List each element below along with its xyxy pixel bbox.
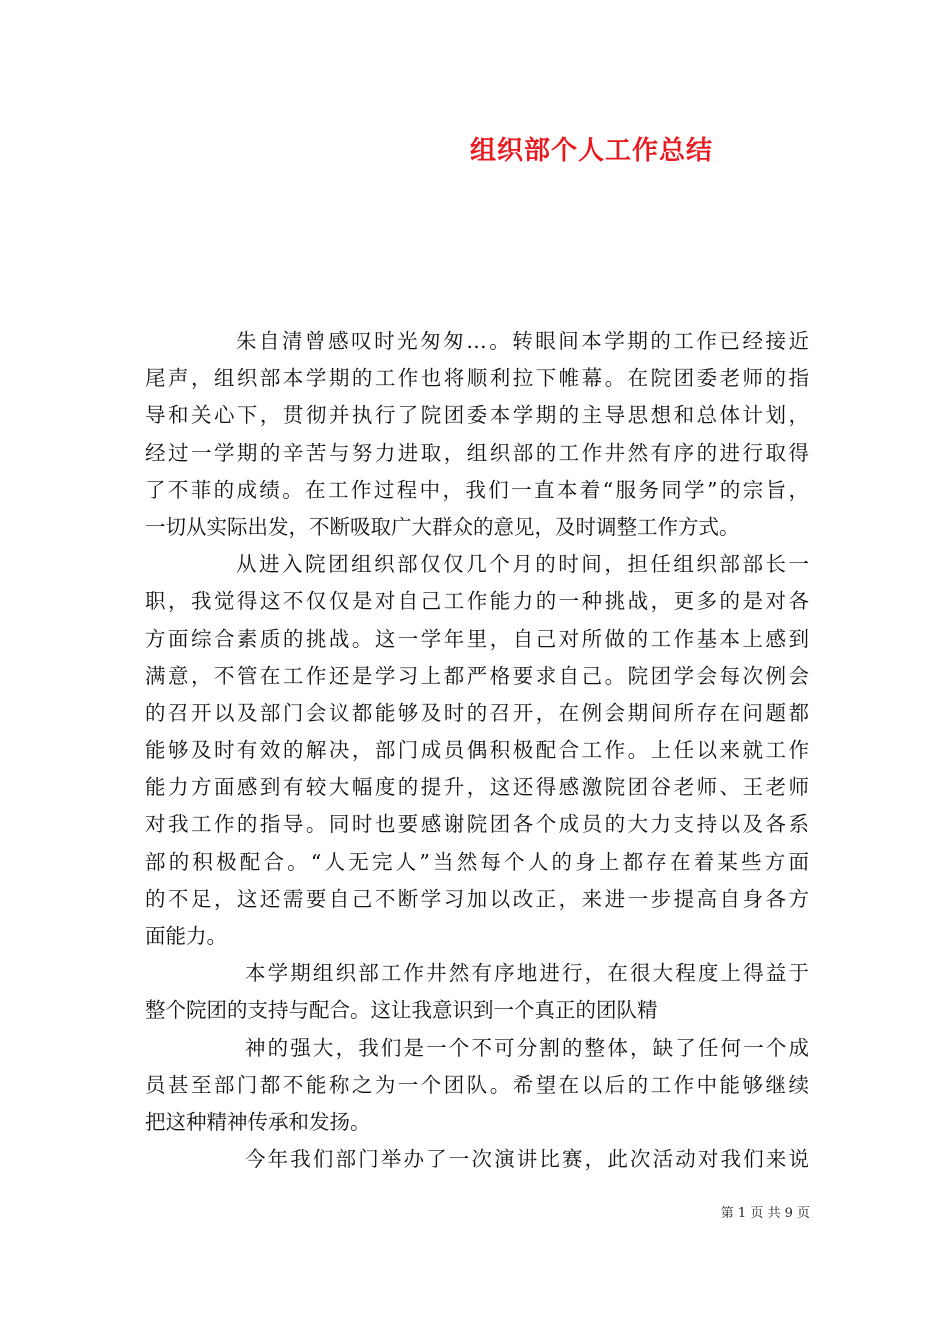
paragraph-3: [145, 955, 809, 1029]
paragraph-5: [145, 1141, 809, 1178]
paragraph-line: 从进入院团组织部仅仅几个月的时间，担任组织部部长一: [236, 552, 809, 577]
paragraph-line: 尾声，组织部本学期的工作也将顺利拉下帷幕。在院团委老师的指: [145, 366, 809, 391]
paragraph-line: 员甚至部门都不能称之为一个团队。希望在以后的工作中能够继续: [145, 1072, 809, 1097]
paragraph-line: 能够及时有效的解决，部门成员偶积极配合工作。上任以来就工作: [145, 738, 809, 763]
paragraph-1: [145, 323, 809, 546]
paragraph-line: 神的强大，我们是一个不可分割的整体，缺了任何一个成: [245, 1035, 809, 1060]
paragraph-line: 能力方面感到有较大幅度的提升，这还得感激院团谷老师、王老师: [145, 775, 809, 800]
document-body: [145, 323, 809, 1178]
page-number-footer: 第 1 页 共 9 页: [720, 1206, 810, 1221]
paragraph-line: 一切从实际出发，不断吸取广大群众的意见，及时调整工作方式。: [145, 514, 740, 539]
paragraph-line: 了不菲的成绩。在工作过程中，我们一直本着“服务同学”的宗旨，: [145, 477, 809, 502]
paragraph-line: 整个院团的支持与配合。这让我意识到一个真正的团队精: [145, 998, 658, 1023]
paragraph-2: [145, 546, 809, 955]
paragraph-line: 导和关心下，贯彻并执行了院团委本学期的主导思想和总体计划，: [145, 403, 809, 428]
paragraph-line: 的召开以及部门会议都能够及时的召开，在例会期间所存在问题都: [145, 700, 809, 725]
paragraph-line: 满意，不管在工作还是学习上都严格要求自己。院团学会每次例会: [145, 663, 809, 688]
paragraph-line: 部的积极配合。“人无完人”当然每个人的身上都存在着某些方面: [145, 849, 809, 874]
paragraph-line: 经过一学期的辛苦与努力进取，组织部的工作井然有序的进行取得: [145, 440, 809, 465]
paragraph-line: 方面综合素质的挑战。这一学年里，自己对所做的工作基本上感到: [145, 626, 809, 651]
paragraph-line: 的不足，这还需要自己不断学习加以改正，来进一步提高自身各方: [145, 886, 809, 911]
paragraph-line: 朱自清曾感叹时光匆匆…。转眼间本学期的工作已经接近: [236, 329, 809, 353]
paragraph-line: 职，我觉得这不仅仅是对自己工作能力的一种挑战，更多的是对各: [145, 589, 809, 614]
document-title: 组织部个人工作总结: [470, 136, 714, 166]
paragraph-line: 把这种精神传承和发扬。: [145, 1109, 371, 1134]
paragraph-line: 本学期组织部工作井然有序地进行，在很大程度上得益于: [245, 961, 809, 986]
paragraph-line: 对我工作的指导。同时也要感谢院团各个成员的大力支持以及各系: [145, 812, 809, 837]
paragraph-line: 面能力。: [145, 924, 227, 948]
paragraph-4: [145, 1030, 809, 1142]
paragraph-line: 今年我们部门举办了一次演讲比赛，此次活动对我们来说: [245, 1147, 809, 1172]
